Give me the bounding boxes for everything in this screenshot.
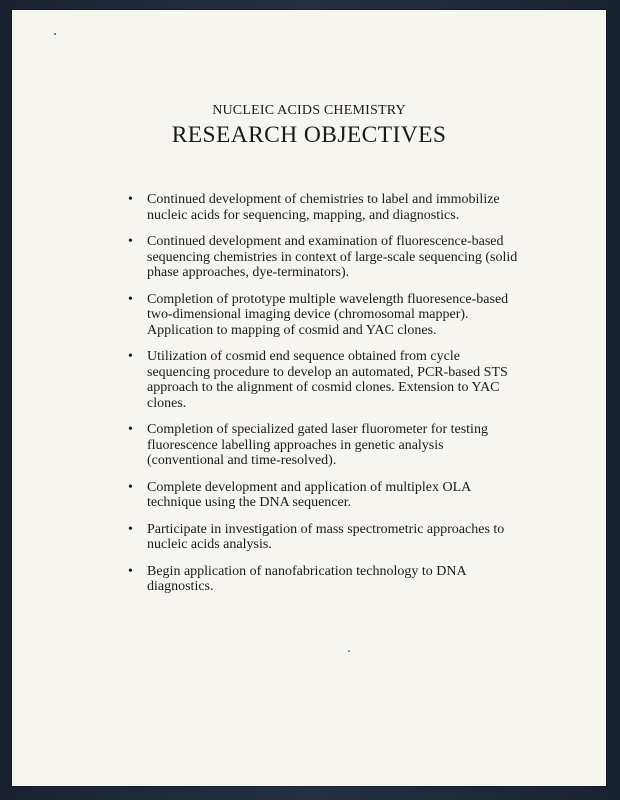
document-page [12,10,606,786]
bullet-icon: • [128,422,133,437]
objectives-list [128,192,523,606]
paper-speck [54,33,56,35]
objective-item [128,292,523,339]
objective-text: Continued development of chemistries to label and immobilize nucleic acids for sequencing, mapping, and diagnostics. [147,192,500,223]
objective-text: Complete development and application of multiplex OLA technique using the DNA sequencer. [147,479,471,510]
paper-speck [348,650,350,652]
objective-text: Completion of prototype multiple wavelength fluoresence-based two-dimensional imaging device (chromosomal mapper). Application to mapping of cosmid and YAC clones. [147,291,509,338]
document-title: RESEARCH OBJECTIVES [171,122,447,148]
bullet-icon: • [128,192,133,207]
objective-text: Utilization of cosmid end sequence obtained from cycle sequencing procedure to develop an automated, PCR-based STS approach to the alignment of cosmid clones. Extension to YAC clones. [147,349,508,411]
objective-item [128,564,523,595]
objective-text: Continued development and examination of fluorescence-based sequencing chemistries in context of large-scale sequencing (solid phase approaches, dye-terminators). [147,234,518,280]
bullet-icon: • [128,291,133,307]
objective-item [128,192,523,223]
objective-text: Completion of specialized gated laser fluorometer for testing fluorescence labelling approaches in genetic analysis (conventional and time-resolved). [147,422,488,468]
objective-item [128,234,523,281]
bullet-icon: • [128,563,133,579]
objective-item [128,422,523,469]
objective-text: Begin application of nanofabrication technology to DNA diagnostics. [147,563,466,594]
objective-item [128,349,523,411]
bullet-icon: • [128,479,133,495]
bullet-icon: • [128,234,133,249]
bullet-icon: • [128,349,133,364]
objective-item [128,522,523,553]
objective-text: Participate in investigation of mass spectrometric approaches to nucleic acids analysis. [147,521,505,552]
document-subtitle: NUCLEIC ACIDS CHEMISTRY [212,103,406,118]
bullet-icon: • [128,521,133,537]
objective-item [128,480,523,511]
